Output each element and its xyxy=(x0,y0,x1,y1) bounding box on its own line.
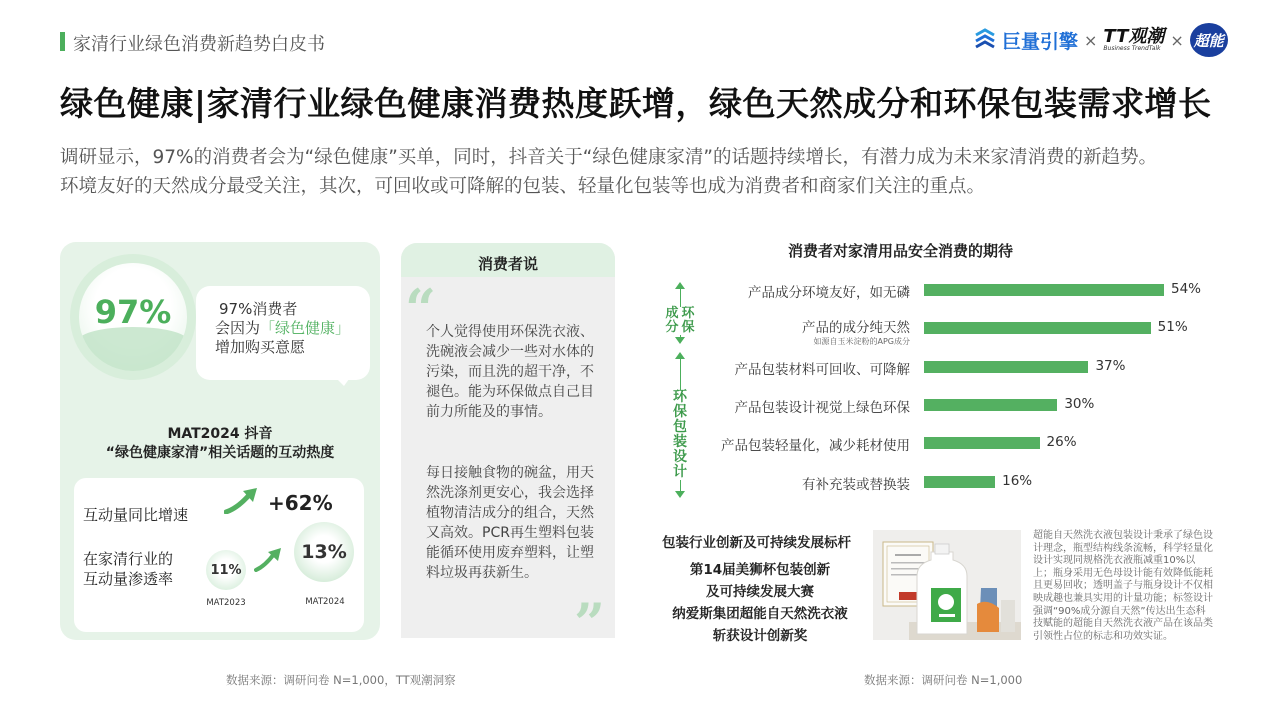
bar xyxy=(924,361,1088,373)
award-product-image xyxy=(873,530,1021,640)
bar-value-label: 54% xyxy=(1171,281,1202,297)
bar-category-note: 如源自玉米淀粉的APG成分 xyxy=(813,337,910,346)
innovation-description: 超能自天然洗衣液包装设计秉承了绿色设计理念，瓶型结构线条流畅，科学轻量化设计实现同规格洗衣液瓶减重10%以上；瓶身采用无色母设计能有效降低能耗且更易回收；透明盖子与瓶身设计不仅相映成趣也兼具实用的计量功能；标签设计强调“90%成分源自天然”传达出生态科技赋能的超能自天然洗衣液产品在该品类引领性占位的标志和功效实证。 xyxy=(1033,530,1213,642)
bar-value-label: 26% xyxy=(1046,434,1077,450)
bubble-text: 97%消费者 会因为「绿色健康」 增加购买意愿 xyxy=(215,300,351,356)
bar xyxy=(924,476,995,488)
source-note-right: 数据来源：调研问卷 N=1,000 xyxy=(864,673,1023,687)
penetration-label: 在家清行业的 互动量渗透率 xyxy=(83,550,174,588)
consumer-quote-2: 每日接触食物的碗盆，用天然洗涤剂更安心，我会选择植物清洁成分的组合，天然又高效。PCR再生塑料包装能循环使用废弃塑料，让塑料垃圾再获新生。 xyxy=(426,465,594,581)
yoy-growth-label: 互动量同比增速 xyxy=(83,506,189,524)
close-quote-icon: ” xyxy=(574,591,606,655)
mat2024-circle: 13% xyxy=(294,522,354,582)
bar xyxy=(924,399,1057,411)
group-label: 成 分 环 保 xyxy=(663,307,697,335)
trend-up-arrow-icon xyxy=(224,486,260,514)
intro-line-2: 环境友好的天然成分最受关注，其次，可回收或可降解的包装、轻量化包装等也成为消费者和商家们关注的重点。 xyxy=(60,176,986,197)
source-note-left: 数据来源：调研问卷 N=1,000，TT观潮洞察 xyxy=(226,673,456,687)
logo-separator: × xyxy=(1084,30,1098,50)
bar-value-label: 16% xyxy=(1002,473,1033,489)
consumer-voice-title: 消费者说 xyxy=(477,255,538,273)
page-title: 绿色健康|家清行业绿色健康消费热度跃增，绿色天然成分和环保包装需求增长 xyxy=(60,84,1212,123)
wave-fill xyxy=(79,327,187,371)
chaoneng-logo: 超能 xyxy=(1190,23,1228,57)
mat2024-label: MAT2024 xyxy=(305,597,345,607)
bar-category-label: 产品的成分纯天然 xyxy=(802,320,910,336)
trend-up-arrow-icon xyxy=(254,546,284,572)
bar-category-label: 产品包装设计视觉上绿色环保 xyxy=(734,400,910,416)
innovation-body: 第14届美狮杯包装创新 及可持续发展大赛 纳爱斯集团超能自天然洗衣液 斩获设计创新奖 xyxy=(672,562,848,644)
section-accent-bar xyxy=(60,32,65,51)
mat-section-title: MAT2024 抖音 “绿色健康家清”相关话题的互动热度 xyxy=(105,426,335,461)
section-title: 家清行业绿色消费新趋势白皮书 xyxy=(73,34,325,55)
bar-category-label: 有补充装或替换装 xyxy=(802,477,910,493)
bar-category-label: 产品成分环境友好，如无磷 xyxy=(748,285,910,301)
tt-logo: TT观潮 Business TrendTalk xyxy=(1103,26,1165,52)
bar-value-label: 51% xyxy=(1157,319,1188,335)
juliang-icon xyxy=(972,27,998,53)
intro-text xyxy=(60,143,1230,201)
juliang-logo: 巨量引擎 xyxy=(972,27,1078,54)
yoy-growth-value: +62% xyxy=(268,491,333,515)
innovation-title: 包装行业创新及可持续发展标杆 xyxy=(662,535,851,551)
group-label: 环 保 包 装 设 计 xyxy=(670,390,690,480)
mat2023-circle: 11% xyxy=(206,550,246,590)
open-quote-icon: “ xyxy=(405,277,437,341)
intro-line-1: 调研显示，97%的消费者会为“绿色健康”买单，同时，抖音关于“绿色健康家清”的话题持续增长，有潜力成为未来家清消费的新趋势。 xyxy=(60,147,1157,168)
big-percent-value: 97% xyxy=(94,293,172,331)
bar-category-label: 产品包装材料可回收、可降解 xyxy=(734,362,910,378)
mat2023-label: MAT2023 xyxy=(206,598,246,608)
consumer-quote-1: 个人觉得使用环保洗衣液、洗碗液会减少一些对水体的污染，而且洗的超干净，不褪色。能为环保做点自己目前力所能及的事情。 xyxy=(426,324,594,420)
bar-value-label: 30% xyxy=(1064,396,1095,412)
partner-logos xyxy=(972,22,1228,58)
logo-separator: × xyxy=(1170,30,1184,50)
group-arrow-down-icon xyxy=(675,491,685,498)
highlight-green-health: 「绿色健康」 xyxy=(260,319,351,337)
award-product-photo xyxy=(873,530,1021,640)
bar xyxy=(924,437,1040,449)
speech-bubble-tail xyxy=(330,372,354,386)
bar-category-label: 产品包装轻量化，减少耗材使用 xyxy=(721,438,910,454)
bar xyxy=(924,284,1164,296)
group-arrow-down-icon xyxy=(675,337,685,344)
bar-value-label: 37% xyxy=(1095,358,1126,374)
bar xyxy=(924,322,1151,334)
chart-title: 消费者对家清用品安全消费的期待 xyxy=(788,242,1014,260)
